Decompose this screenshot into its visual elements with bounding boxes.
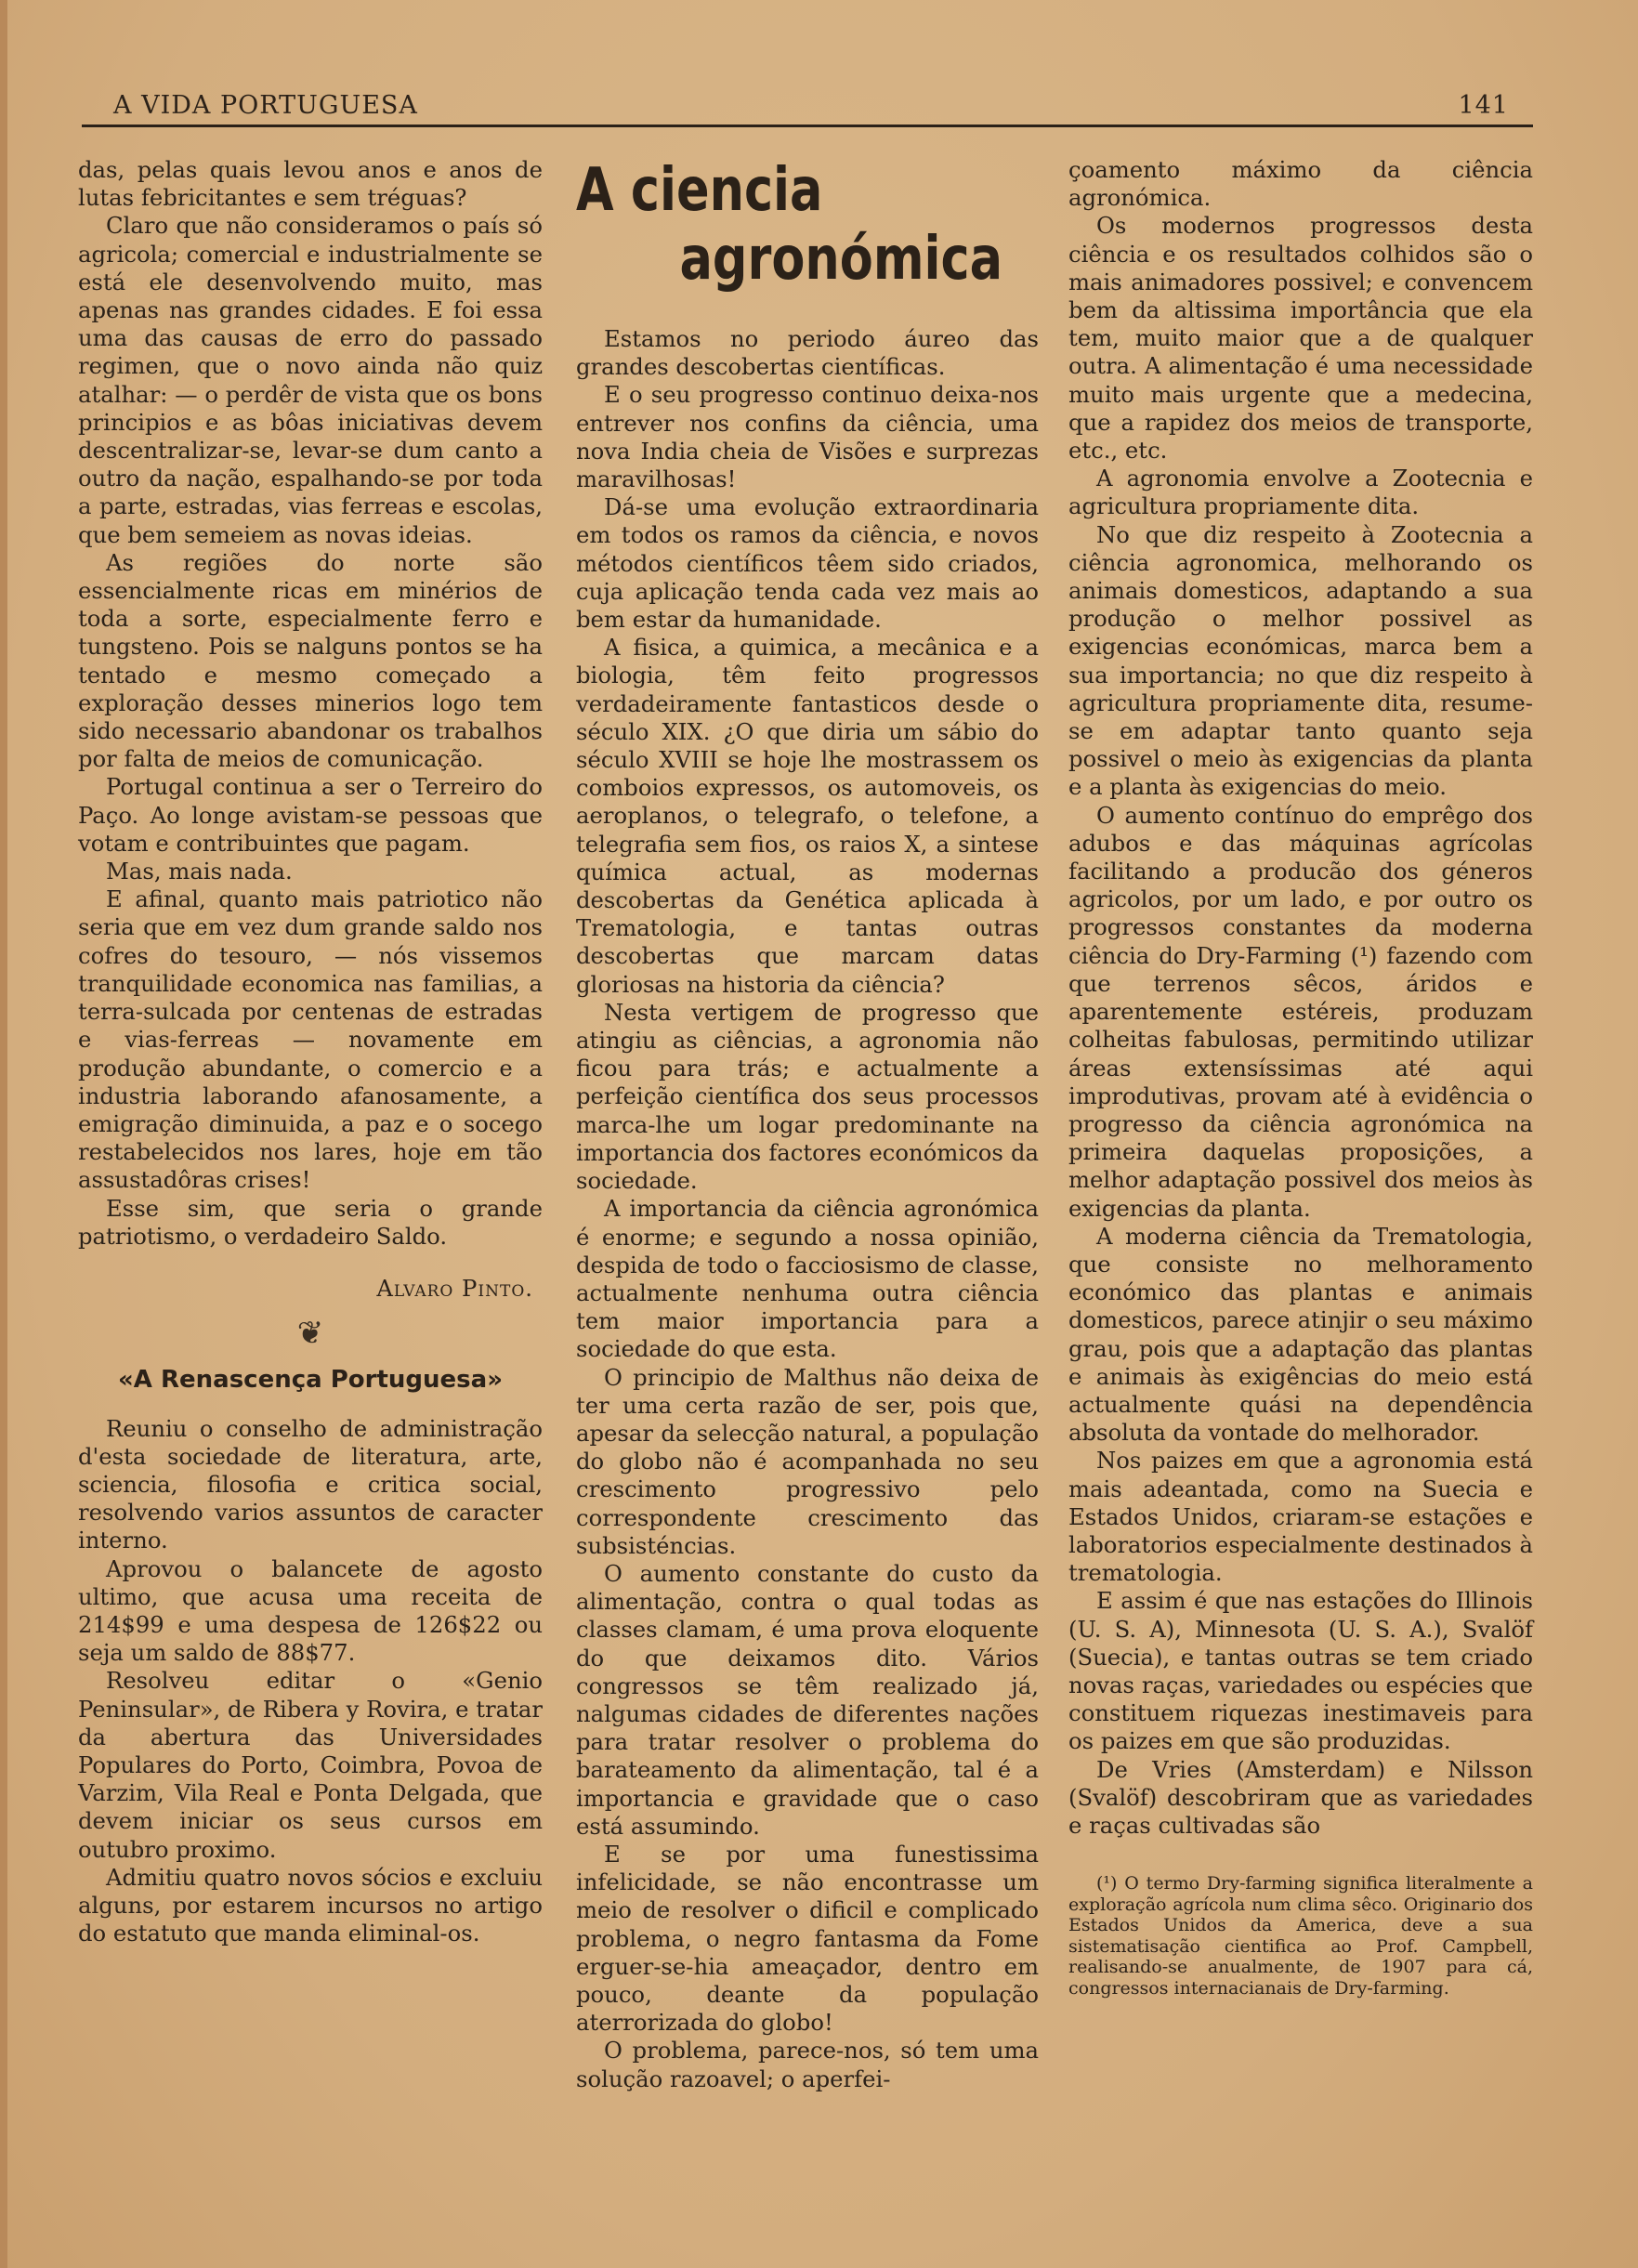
paragraph: Nesta vertigem de progresso que atingiu as ciências, a agronomia não ficou para trás; e actualmente a perfeição científica dos seus processos marca-lhe um logar predominante na importancia dos factores económicos da sociedade. <box>576 998 1039 1195</box>
author-signature: Alvaro Pinto. <box>376 1274 533 1302</box>
paragraph: Os modernos progressos desta ciência e os resultados colhidos são o mais animadores possivel; e convencem bem da altissima importância que ela tem, muito maior que a de qualquer outra. A alimentação é uma necessidade muito mais urgente que a medecina, que a rapidez dos meios de transporte, etc., etc. <box>1068 212 1533 465</box>
paragraph: O principio de Malthus não deixa de ter uma certa razão de ser, pois que, apesar da selecção natural, a população do globo não é acompanhada no seu crescimento progressivo pelo correspondente crescimento das subsisténcias. <box>576 1363 1039 1559</box>
page-number: 141 <box>1458 91 1509 120</box>
floral-ornament-icon: ❦ <box>296 1315 324 1353</box>
paragraph: O aumento constante do custo da alimentação, contra o qual todas as classes clamam, é uma prova eloquente do que deixamos dito. Vários congressos se têm realizado já, nalgumas cidades de diferentes nações para tratar resolver o problema do barateamento da alimentação, tal é a importancia e gravidade que o caso está assumindo. <box>576 1559 1039 1840</box>
paragraph: Mas, mais nada. <box>106 858 293 885</box>
paragraph: Aprovou o balancete de agosto ultimo, que acusa uma receita de 214$99 e uma despesa de 126$22 ou seja um saldo de 88$77. <box>78 1554 543 1667</box>
column-middle <box>576 325 1039 2093</box>
column-right <box>1068 156 1533 1999</box>
column-left <box>78 156 543 1947</box>
paragraph: A moderna ciência da Trematologia, que consiste no melhoramento económico das plantas e animais domesticos, parece atinjir o seu máximo grau, pois que a adaptação das plantas e animais às exigências do meio está actualmente quási na dependência absoluta da vontade do melhorador. <box>1068 1222 1533 1447</box>
paragraph: No que diz respeito à Zootecnia a ciência agronomica, melhorando os animais domesticos, adaptando a sua produção o melhor possivel as exigencias económicas, marca bem a sua importancia; no que diz respeito à agricultura propriamente dita, resume-se em adaptar tanto quanto seja possivel o meio às exigencias da planta e a planta às exigencias do meio. <box>1068 520 1533 801</box>
paragraph: Nos paizes em que a agronomia está mais adeantada, como na Suecia e Estados Unidos, criaram-se estações e laboratorios especialmente destinados à trematologia. <box>1068 1447 1533 1587</box>
paragraph: A fisica, a quimica, a mecânica e a biologia, têm feito progressos verdadeiramente fantasticos desde o século XIX. ¿O que diria um sábio do século XVIII se hoje lhe mostrassem os comboios expressos, os automoveis, os aeroplanos, o telegrafo, o telefone, a telegrafia sem fios, os raios X, a sintese química actual, as modernas descobertas da Genética aplicada à Trematologia, e tantas outras descobertas que marcam datas gloriosas na historia da ciência? <box>576 634 1039 998</box>
paragraph: Dá-se uma evolução extraordinaria em todos os ramos da ciência, e novos métodos científicos têem sido criados, cuja aplicação tenda cada vez mais ao bem estar da humanidade. <box>576 493 1039 634</box>
paragraph: O aumento contínuo do emprêgo dos adubos e das máquinas agrícolas facilitando a producão dos géneros agricolos, por um lado, e por outro os progressos constantes da moderna ciência do Dry-Farming (¹) fazendo com que terrenos sêcos, áridos e aparentemente estéreis, produzam colheitas fabulosas, permitindo utilizar áreas extensíssimas até aqui improdutivas, provam até à evidência o progresso da ciência agronómica na primeira daquelas proposições, a melhor adaptação possivel dos meios às exigencias da planta. <box>1068 801 1533 1222</box>
paragraph: Portugal continua a ser o Terreiro do Paço. Ao longe avistam-se pessoas que votam e contribuintes que pagam. <box>78 773 543 857</box>
paragraph: A agronomia envolve a Zootecnia e agricultura propriamente dita. <box>1068 465 1533 520</box>
footnote <box>1068 1873 1533 1999</box>
paragraph: E assim é que nas estações do Illinois (U. S. A), Minnesota (U. S. A.), Svalöf (Suecia), e tantas outras se tem criado novas raças, variedades ou espécies que constituem riquezas inestimaveis para os paizes em que são produzidas. <box>1068 1587 1533 1755</box>
page-edge <box>0 0 7 2268</box>
paragraph: Admitiu quatro novos sócios e excluiu alguns, por estarem incursos no artigo do estatuto que manda eliminal-os. <box>78 1863 543 1947</box>
paragraph: E se por uma funestissima infelicidade, se não encontrasse um meio de resolver o dificil e complicado problema, o negro fantasma da Fome erguer-se-hia ameaçador, dentro em pouco, deante da população aterrorizada do globo! <box>576 1840 1039 2037</box>
paragraph: As regiões do norte são essencialmente ricas em minérios de toda a sorte, especialmente ferro e tungsteno. Pois se nalguns pontos se ha tentado e mesmo começado a exploração desses minerios logo tem sido necessario abandonar os trabalhos por falta de meios de comunicação. <box>78 548 543 773</box>
paragraph: Resolveu editar o «Genio Peninsular», de Ribera y Rovira, e tratar da abertura das Universidades Populares do Porto, Coimbra, Povoa de Varzim, Vila Real e Ponta Delgada, que devem iniciar os seus cursos em outubro proximo. <box>78 1667 543 1863</box>
paragraph: E o seu progresso continuo deixa-nos entrever nos confins da ciência, uma nova India cheia de Visões e surprezas maravilhosas! <box>576 381 1039 493</box>
section-title: «A Renascença Portuguesa» <box>118 1366 503 1395</box>
paragraph: çoamento máximo da ciência agronómica. <box>1068 156 1533 212</box>
paragraph: Esse sim, que seria o grande patriotismo, o verdadeiro Saldo. <box>78 1194 543 1250</box>
paragraph: Claro que não consideramos o país só agricola; comercial e industrialmente se está ele desenvolvendo muito, mas apenas nas grandes cidades. E foi essa uma das causas de erro do passado regimen, que o novo ainda não quiz atalhar: — o perdêr de vista que os bons principios e as bôas iniciativas devem descentralizar-se, levar-se dum canto a outro da nação, espalhando-se por toda a parte, estradas, vias ferreas e escolas, que bem semeiem as novas ideias. <box>78 212 543 548</box>
paragraph: Reuniu o conselho de administração d'esta sociedade de literatura, arte, sciencia, filosofia e critica social, resolvendo varios assuntos de caracter interno. <box>78 1414 543 1554</box>
article-title-line1: A ciencia <box>576 156 823 225</box>
paragraph: E afinal, quanto mais patriotico não seria que em vez dum grande saldo nos cofres do tesouro, — nós vissemos tranquilidade economica nas familias, a terra-sulcada por centenas de estradas e vias-ferreas — novamente em produção abundante, o comercio e a industria laborando afanosamente, a emigração diminuida, a paz e o socego restabelecidos nos lares, hoje em tão assustadôras crises! <box>78 885 543 1194</box>
paragraph: A importancia da ciência agronómica é enorme; e segundo a nossa opinião, despida de todo o facciosismo de classe, actualmente nenhuma outra ciência tem maior importancia para a sociedade do que esta. <box>576 1195 1039 1363</box>
article-title <box>576 156 1003 305</box>
paragraph: De Vries (Amsterdam) e Nilsson (Svalöf) descobriram que as variedades e raças cultivadas são <box>1068 1755 1533 1839</box>
paragraph: Estamos no periodo áureo das grandes descobertas científicas. <box>576 325 1039 381</box>
paragraph: das, pelas quais levou anos e anos de lutas febricitantes e sem tréguas? <box>78 156 543 212</box>
footnote-text: (¹) O termo Dry-farming significa literalmente a exploração agrícola num clima sêco. Originario dos Estados Unidos da America, deve a sua sistematisação cientifica ao Prof. Campbell, realisando-se anualmente, de 1907 para cá, congressos internacianais de Dry-farming. <box>1068 1873 1533 1999</box>
page-header <box>82 91 1533 127</box>
paragraph: O problema, parece-nos, só tem uma solução razoavel; o aperfei- <box>576 2037 1039 2092</box>
publication-title: A VIDA PORTUGUESA <box>113 91 418 120</box>
article-title-line2: agronómica <box>679 225 1003 294</box>
